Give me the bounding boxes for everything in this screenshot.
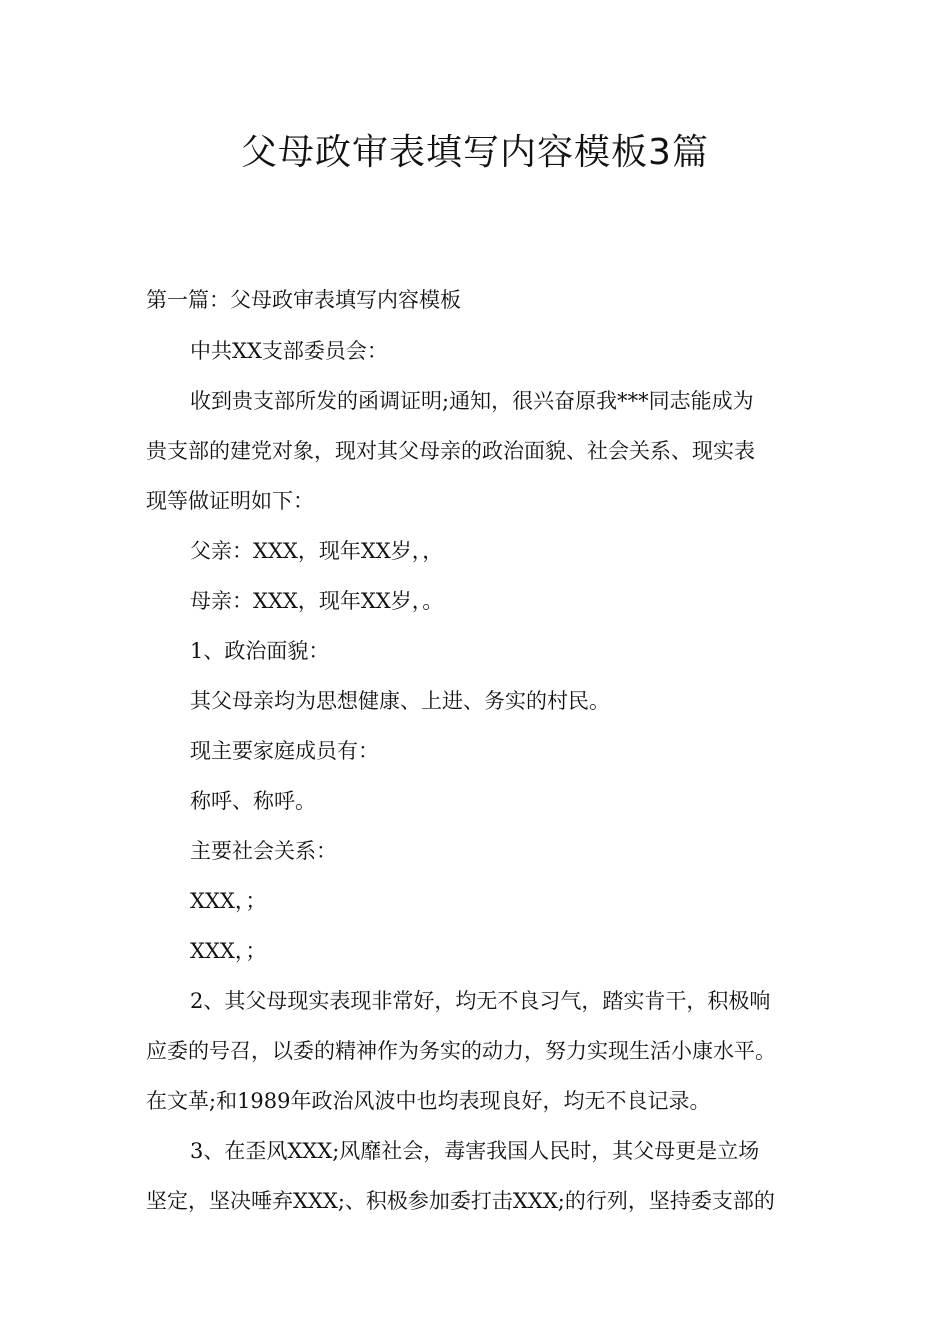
body-line: 主要社会关系： [190, 839, 337, 863]
body-line: XXX，； [190, 939, 267, 963]
body-line: 3、在歪风XXX;风靡社会，毒害我国人民时，其父母更是立场 [190, 1139, 760, 1163]
father-line: 父亲：XXX，现年XX岁，， [190, 539, 444, 563]
body-line: 现等做证明如下： [146, 489, 314, 513]
body-line: 坚定，坚决唾弃XXX;、积极参加委打击XXX;的行列，坚持委支部的 [146, 1189, 775, 1213]
body-line: 收到贵支部所发的函调证明;通知，很兴奋原我***同志能成为 [190, 389, 754, 413]
body-line: 称呼、称呼。 [190, 789, 316, 813]
body-line: 在文革;和1989年政治风波中也均表现良好，均无不良记录。 [146, 1089, 711, 1113]
section-heading: 第一篇：父母政审表填写内容模板 [146, 288, 461, 312]
page-title: 父母政审表填写内容模板3篇 [241, 132, 709, 173]
mother-line: 母亲：XXX，现年XX岁，。 [190, 589, 444, 613]
body-line: XXX，； [190, 889, 267, 913]
addressee-line: 中共XX支部委员会： [190, 339, 388, 363]
body-line: 贵支部的建党对象，现对其父母亲的政治面貌、社会关系、现实表 [146, 439, 755, 463]
item-heading: 1、政治面貌： [190, 639, 330, 663]
body-line: 现主要家庭成员有： [190, 739, 379, 763]
body-line: 2、其父母现实表现非常好，均无不良习气，踏实肯干，积极响 [190, 989, 771, 1013]
body-line: 应委的号召，以委的精神作为务实的动力，努力实现生活小康水平。 [146, 1039, 776, 1063]
body-line: 其父母亲均为思想健康、上进、务实的村民。 [190, 689, 610, 713]
